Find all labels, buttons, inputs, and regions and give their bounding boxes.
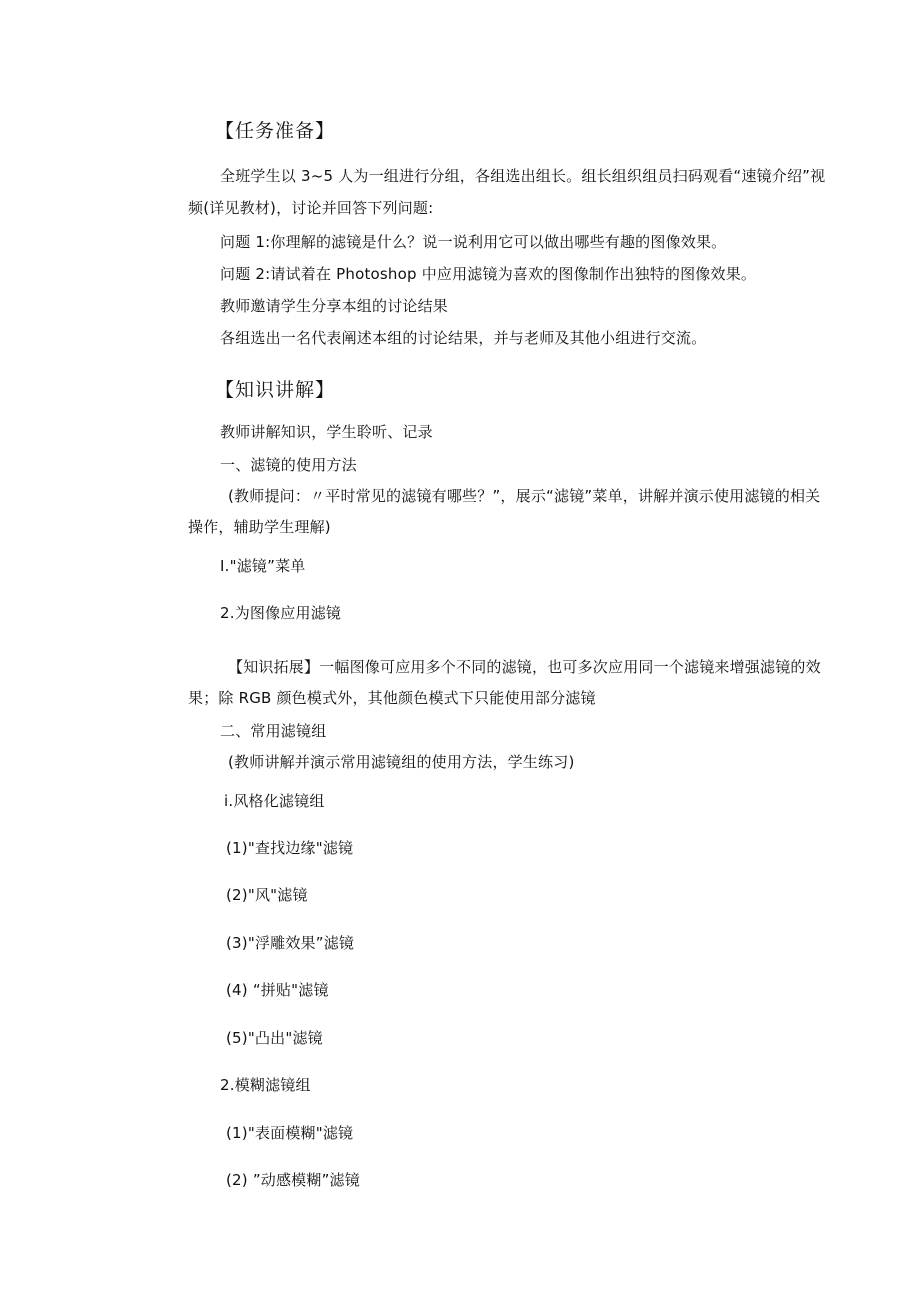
knowledge-extension-line2: 果；除 RGB 颜色模式外，其他颜色模式下只能使用部分滤镜 [188, 689, 596, 707]
group1-item-extrude: (5)"凸出"滤镜 [226, 1029, 323, 1047]
task-prep-paragraph-line2: 频(详见教材)，讨论并回答下列问题: [188, 199, 434, 217]
group2-item-motion-blur: (2) ”动感模糊”滤镜 [226, 1171, 360, 1189]
group1-item-tiles: (4) “拼贴"滤镜 [226, 981, 329, 999]
list-item-apply-filter: 2.为图像应用滤镜 [220, 604, 342, 622]
heading-task-prep: 【任务准备】 [215, 120, 336, 142]
group2-item-surface-blur: (1)"表面模糊"滤镜 [226, 1124, 354, 1142]
heading-knowledge: 【知识讲解】 [215, 379, 336, 401]
part2-title: 二、常用滤镜组 [220, 722, 327, 740]
part1-note-line1: (教师提问：〃平时常见的滤镜有哪些？”，展示“滤镜”菜单，讲解并演示使用滤镜的相关 [228, 487, 821, 505]
knowledge-intro: 教师讲解知识，学生聆听、记录 [220, 423, 433, 441]
part1-title: 一、滤镜的使用方法 [220, 456, 357, 474]
task-prep-paragraph-line1: 全班学生以 3~5 人为一组进行分组，各组选出组长。组长组织组员扫码观看“速镜介绍”视 [220, 167, 826, 185]
group1-item-emboss: (3)"浮雕效果”滤镜 [226, 934, 355, 952]
list-item-filter-menu: I."滤镜”菜单 [220, 557, 306, 575]
question-1: 问题 1:你理解的滤镜是什么？说一说利用它可以做出哪些有趣的图像效果。 [220, 233, 727, 251]
group1-item-find-edges: (1)"查找边缘"滤镜 [226, 839, 354, 857]
group-exchange-line: 各组选出一名代表阐述本组的讨论结果，并与老师及其他小组进行交流。 [220, 329, 707, 347]
part2-note: (教师讲解并演示常用滤镜组的使用方法，学生练习) [228, 753, 575, 771]
teacher-invite-line: 教师邀请学生分享本组的讨论结果 [220, 297, 449, 315]
group1-item-wind: (2)"风"滤镜 [226, 886, 308, 904]
group2-title: 2.模糊滤镜组 [220, 1076, 311, 1094]
part1-note-line2: 操作，辅助学生理解) [188, 518, 331, 536]
knowledge-extension-line1: 【知识拓展】一幅图像可应用多个不同的滤镜，也可多次应用同一个滤镜来增强滤镜的效 [228, 658, 821, 676]
question-2: 问题 2:请试着在 Photoshop 中应用滤镜为喜欢的图像制作出独特的图像效果。 [220, 265, 757, 283]
group1-title: i.风格化滤镜组 [224, 792, 325, 810]
